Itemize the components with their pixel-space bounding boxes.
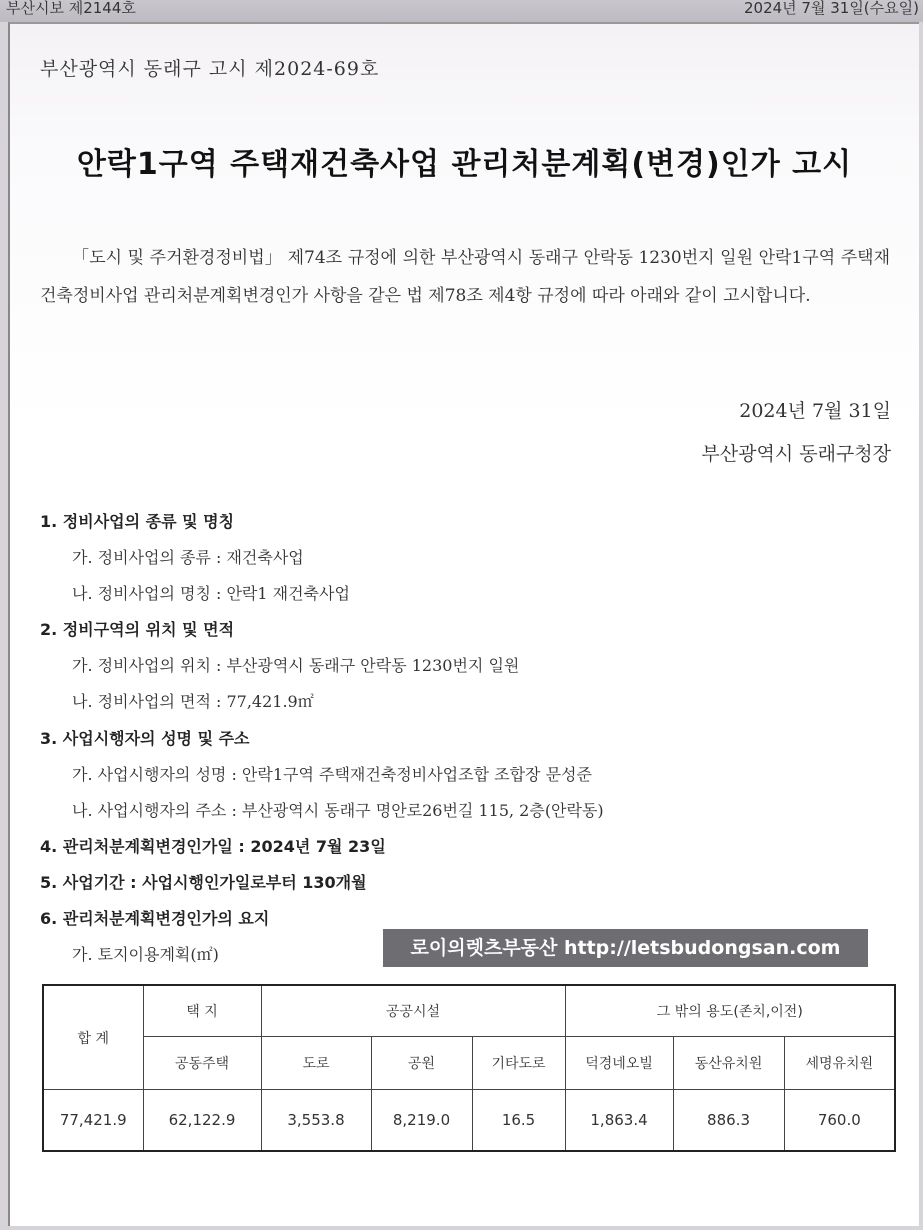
value-cell: 760.0 [784, 1090, 895, 1152]
notice-body: 「도시 및 주거환경정비법」 제74조 규정에 의한 부산광역시 동래구 안락동 1230번지 일원 안락1구역 주택재건축정비사업 관리처분계획변경인가 사항을 같은 법 제78조 제4항 규정에 따라 아래와 같이 고시합니다. [40, 248, 890, 306]
group-header-other-uses: 그 밖의 용도(존치,이전) [565, 985, 895, 1037]
item-6a: 가. 토지이용계획(㎡) [72, 945, 219, 964]
item-2a: 가. 정비사업의 위치 : 부산광역시 동래구 안락동 1230번지 일원 [72, 656, 520, 675]
item-2b: 나. 정비사업의 면적 : 77,421.9㎡ [72, 692, 314, 711]
item-3b: 나. 사업시행자의 주소 : 부산광역시 동래구 명안로26번길 115, 2층(안락동) [72, 801, 604, 820]
value-cell: 77,421.9 [43, 1090, 143, 1152]
signer: 부산광역시 동래구청장 [701, 443, 891, 465]
item-5: 5. 사업기간 : 사업시행인가일로부터 130개월 [40, 873, 367, 892]
value-cell: 62,122.9 [143, 1090, 261, 1152]
group-header-housing-land: 택 지 [143, 985, 261, 1037]
item-3a: 가. 사업시행자의 성명 : 안락1구역 주택재건축정비사업조합 조합장 문성준 [72, 765, 592, 784]
value-cell: 886.3 [673, 1090, 784, 1152]
col-header: 공원 [371, 1037, 472, 1090]
gazette-date: 2024년 7월 31일(수요일) [744, 0, 919, 17]
item-6-heading: 6. 관리처분계획변경인가의 요지 [40, 909, 270, 928]
value-cell: 8,219.0 [371, 1090, 472, 1152]
col-header: 도로 [261, 1037, 371, 1090]
gazette-issue: 부산시보 제2144호 [6, 0, 136, 17]
value-cell: 16.5 [472, 1090, 565, 1152]
col-header: 덕경네오빌 [565, 1037, 673, 1090]
land-use-table [42, 984, 896, 1152]
notice-number: 부산광역시 동래구 고시 제2024-69호 [40, 58, 380, 80]
col-header: 기타도로 [472, 1037, 565, 1090]
item-1a: 가. 정비사업의 종류 : 재건축사업 [72, 548, 304, 567]
notice-page [8, 22, 919, 1226]
group-header-public-facilities: 공공시설 [261, 985, 565, 1037]
total-header: 합 계 [43, 985, 143, 1090]
value-cell: 3,553.8 [261, 1090, 371, 1152]
value-cell: 1,863.4 [565, 1090, 673, 1152]
item-1b: 나. 정비사업의 명칭 : 안락1 재건축사업 [72, 584, 350, 603]
col-header: 공동주택 [143, 1037, 261, 1090]
item-2-heading: 2. 정비구역의 위치 및 면적 [40, 620, 235, 639]
col-header: 세명유치원 [784, 1037, 895, 1090]
item-3-heading: 3. 사업시행자의 성명 및 주소 [40, 729, 250, 748]
table-row [43, 1090, 895, 1152]
item-1-heading: 1. 정비사업의 종류 및 명칭 [40, 512, 235, 531]
sign-date: 2024년 7월 31일 [739, 400, 891, 422]
col-header: 동산유치원 [673, 1037, 784, 1090]
page-title: 안락1구역 주택재건축사업 관리처분계획(변경)인가 고시 [76, 147, 853, 182]
gazette-header-bar [0, 0, 923, 22]
item-4: 4. 관리처분계획변경인가일 : 2024년 7월 23일 [40, 837, 386, 856]
watermark-banner: 로이의렛츠부동산 http://letsbudongsan.com [383, 929, 868, 967]
